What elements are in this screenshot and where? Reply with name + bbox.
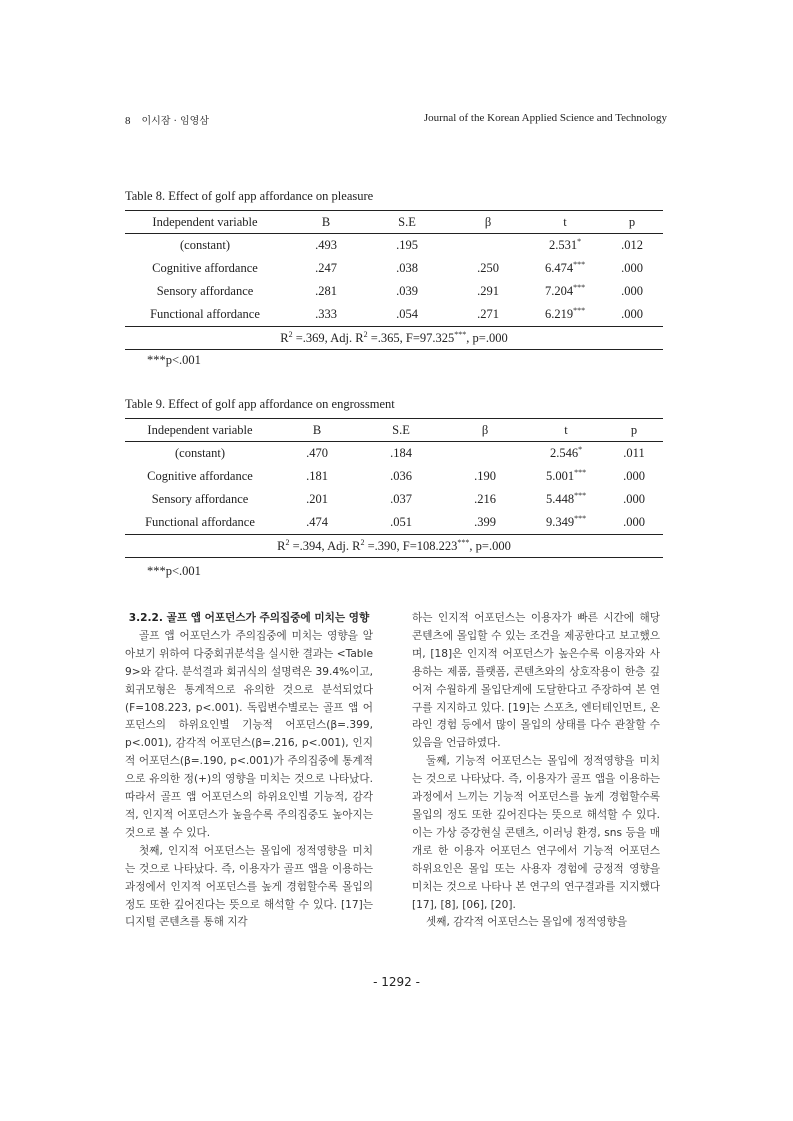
paragraph: 골프 앱 어포던스가 주의집중에 미치는 영향을 알아보기 위하여 다중회귀분석을 실시한 결과는 <Table 9>와 같다. 분석결과 회귀식의 설명력은 39.4%이고, 회귀모형은 통계적으로 유의한 것으로 분석되었다(F=108.223, p<.001). 독립변수별로는 골프 앱 어포던스의 하위요인별 기능적 어포던스(β=.399, p<.001), 감각적 어포던스(β=.216, p<.001), 인지적 어포던스(β=.190, p<.001)가 주의집중에 통계적으로 유의한 정(+)의 영향을 미치는 것으로 나타났다. 따라서 골프 앱 어포던스의 하위요인별 기능적, 감각적, 인지적 어포던스가 높을수록 주의집중도 높아지는 것으로 볼 수 있다. bbox=[125, 629, 373, 839]
table-cell: Functional affordance bbox=[145, 515, 255, 529]
adj-label: Adj. bbox=[330, 330, 353, 345]
table-cell: .037 bbox=[390, 492, 412, 506]
paragraph: 둘째, 기능적 어포던스는 몰입에 정적영향을 미치는 것으로 나타났다. 즉, 이용자가 골프 앱을 이용하는 과정에서 느끼는 기능적 어포던스를 높게 경험할수록 몰입의 정도 또한 깊어진다는 뜻으로 해석할 수 있다. 이는 가상 증강현실 콘텐츠, 이러닝 환경, sns 등을 매개로 한 이용자 어포던스 연구에서 기능적 어포던스 하위요인은 몰입 또는 사용자 경험에 긍정적 영향을 미치는 것으로 나타나 본 연구의 연구결과를 지지했다[17], [8], [06], [20]. bbox=[412, 755, 660, 911]
table-cell bbox=[529, 280, 601, 303]
table-row bbox=[125, 234, 663, 258]
adj-label: Adj. bbox=[327, 538, 349, 553]
table-cell: .036 bbox=[390, 469, 412, 483]
table-cell bbox=[447, 234, 529, 258]
table-row bbox=[125, 488, 663, 511]
t-value: 5.448 bbox=[545, 492, 575, 506]
table-cell: .054 bbox=[396, 307, 418, 321]
table-cell bbox=[527, 465, 605, 488]
table-cell: Sensory affordance bbox=[156, 284, 254, 298]
table9 bbox=[125, 418, 663, 558]
significance-marker: *** bbox=[573, 283, 586, 292]
table-cell: Cognitive affordance bbox=[147, 469, 253, 483]
table8-header-cell: p bbox=[601, 211, 663, 234]
adj-r-squared: =.365, bbox=[370, 330, 403, 345]
significance-marker: *** bbox=[574, 491, 587, 500]
table9-header-cell: β bbox=[443, 419, 527, 442]
running-header-left bbox=[125, 112, 209, 127]
table-cell bbox=[527, 511, 605, 535]
t-value: 7.204 bbox=[544, 284, 574, 298]
table9-header-cell: p bbox=[605, 419, 663, 442]
table-cell: .051 bbox=[390, 515, 412, 529]
table8-header-cell: S.E bbox=[367, 211, 447, 234]
table-cell bbox=[529, 303, 601, 327]
model-fit-cell: $R^2 =.369$, Adj. $R^2 =.365$, F=97.325***, p=.000 bbox=[125, 327, 663, 350]
r-squared: =.394, bbox=[292, 538, 325, 553]
table9-header-cell: Independent variable bbox=[125, 419, 275, 442]
r-squared: =.369, bbox=[295, 330, 328, 345]
table-cell: .011 bbox=[623, 446, 645, 460]
table-cell: .012 bbox=[621, 238, 643, 252]
table-row bbox=[125, 511, 663, 535]
table-cell: .000 bbox=[621, 261, 643, 275]
table-cell: Functional affordance bbox=[150, 307, 260, 321]
t-value: 9.349 bbox=[545, 515, 575, 529]
paragraph: 첫째, 인지적 어포던스는 몰입에 정적영향을 미치는 것으로 나타났다. 즉, 이용자가 골프 앱을 이용하는 과정에서 인지적 어포던스를 높게 경험할수록 몰입의 정도 또한 깊어진다는 뜻으로 해석할 수 있다. [17]는 디지털 콘텐츠를 통해 지각 bbox=[125, 844, 373, 929]
table-cell: .000 bbox=[623, 469, 645, 483]
table-cell: .184 bbox=[390, 446, 412, 460]
table-cell: (constant) bbox=[175, 446, 225, 460]
table9-note: ***p<.001 bbox=[147, 564, 201, 578]
table-cell: .291 bbox=[477, 284, 499, 298]
table-cell: .201 bbox=[306, 492, 328, 506]
table-row bbox=[125, 257, 663, 280]
significance-marker: * bbox=[578, 445, 583, 454]
table8-caption: Table 8. Effect of golf app affordance on pleasure bbox=[125, 189, 374, 203]
table9-header-cell: t bbox=[527, 419, 605, 442]
body-column-left bbox=[125, 610, 373, 932]
significance-marker: *** bbox=[457, 537, 470, 547]
table-cell: (constant) bbox=[180, 238, 230, 252]
model-p: , p=.000 bbox=[469, 538, 511, 553]
table-cell: .000 bbox=[623, 492, 645, 506]
table8 bbox=[125, 210, 663, 350]
table8-header-cell: Independent variable bbox=[125, 211, 285, 234]
table-cell: .190 bbox=[474, 469, 496, 483]
table-cell: .195 bbox=[396, 238, 418, 252]
t-value: 2.531 bbox=[548, 238, 578, 252]
t-value: 2.546 bbox=[549, 446, 579, 460]
adj-r-squared: =.390, bbox=[367, 538, 400, 553]
table-cell bbox=[527, 488, 605, 511]
table-cell bbox=[529, 234, 601, 258]
table-cell bbox=[529, 257, 601, 280]
section-heading: 3.2.2. 골프 앱 어포던스가 주의집중에 미치는 영향 bbox=[128, 612, 370, 624]
table-cell: Sensory affordance bbox=[151, 492, 249, 506]
table-cell: .399 bbox=[474, 515, 496, 529]
table-row bbox=[125, 303, 663, 327]
paragraph: 셋째, 감각적 어포던스는 몰입에 정적영향을 bbox=[426, 916, 628, 929]
paragraph: 하는 인지적 어포던스는 이용자가 빠른 시간에 해당 콘텐츠에 몰입할 수 있는 조건을 제공한다고 보고했으며, [18]은 인지적 어포던스가 높은수록 이용자와 사용하는 제품, 플랫폼, 콘텐츠와의 상호작용이 한층 깊어져 수월하게 몰입단계에 도달한다고 주장하여 본 연구를 지지하고 있다. [19]는 스포츠, 엔터테인먼트, 온라인 경험 등에서 많이 몰입의 상태를 다수 관찰할 수 있음을 언급하였다. bbox=[412, 612, 660, 750]
table8-header-cell: B bbox=[285, 211, 367, 234]
table-cell: .493 bbox=[315, 238, 337, 252]
table9-header-cell: S.E bbox=[359, 419, 443, 442]
table-cell: .470 bbox=[306, 446, 328, 460]
table-cell bbox=[443, 442, 527, 466]
table-cell: .000 bbox=[621, 284, 643, 298]
t-value: 5.001 bbox=[545, 469, 575, 483]
table-cell: .000 bbox=[623, 515, 645, 529]
table-cell: .333 bbox=[315, 307, 337, 321]
t-value: 6.474 bbox=[544, 261, 574, 275]
table-cell: .216 bbox=[474, 492, 496, 506]
header-page-number: 8 bbox=[125, 115, 131, 127]
table-cell bbox=[527, 442, 605, 466]
running-header-journal: Journal of the Korean Applied Science and Technology bbox=[423, 112, 667, 124]
f-statistic: F=97.325 bbox=[405, 330, 455, 345]
table-cell: .247 bbox=[315, 261, 337, 275]
header-authors: 이시잠 · 임영삼 bbox=[141, 116, 209, 127]
f-statistic: F=108.223 bbox=[402, 538, 458, 553]
table9-model-fit-row bbox=[125, 535, 663, 558]
significance-marker: *** bbox=[574, 468, 587, 477]
table-cell: .281 bbox=[315, 284, 337, 298]
significance-marker: *** bbox=[573, 306, 586, 315]
table-cell: .039 bbox=[396, 284, 418, 298]
table-cell: Cognitive affordance bbox=[152, 261, 258, 275]
table-row bbox=[125, 465, 663, 488]
table8-header-row bbox=[125, 211, 663, 234]
t-value: 6.219 bbox=[544, 307, 574, 321]
model-p: , p=.000 bbox=[466, 330, 508, 345]
page-number-footer: - 1292 - bbox=[373, 975, 420, 989]
table-row bbox=[125, 442, 663, 466]
table-cell: .000 bbox=[621, 307, 643, 321]
table8-header-cell: t bbox=[529, 211, 601, 234]
table9-caption: Table 9. Effect of golf app affordance on engrossment bbox=[125, 397, 395, 411]
table-cell: .181 bbox=[306, 469, 328, 483]
model-fit-cell: $R^2 =.394$, Adj. $R^2 =.390$, F=108.223***, p=.000 bbox=[125, 535, 663, 558]
significance-marker: *** bbox=[454, 329, 467, 339]
table8-model-fit-row bbox=[125, 327, 663, 350]
significance-marker: *** bbox=[574, 514, 587, 523]
table9-header-cell: B bbox=[275, 419, 359, 442]
table-cell: .038 bbox=[396, 261, 418, 275]
significance-marker: * bbox=[577, 237, 582, 246]
table-row bbox=[125, 280, 663, 303]
table-cell: .271 bbox=[477, 307, 499, 321]
table8-header-cell: β bbox=[447, 211, 529, 234]
table9-header-row bbox=[125, 419, 663, 442]
significance-marker: *** bbox=[573, 260, 586, 269]
table-cell: .250 bbox=[477, 261, 499, 275]
table-cell: .474 bbox=[306, 515, 328, 529]
body-column-right bbox=[412, 610, 660, 932]
table8-note: ***p<.001 bbox=[147, 353, 201, 367]
